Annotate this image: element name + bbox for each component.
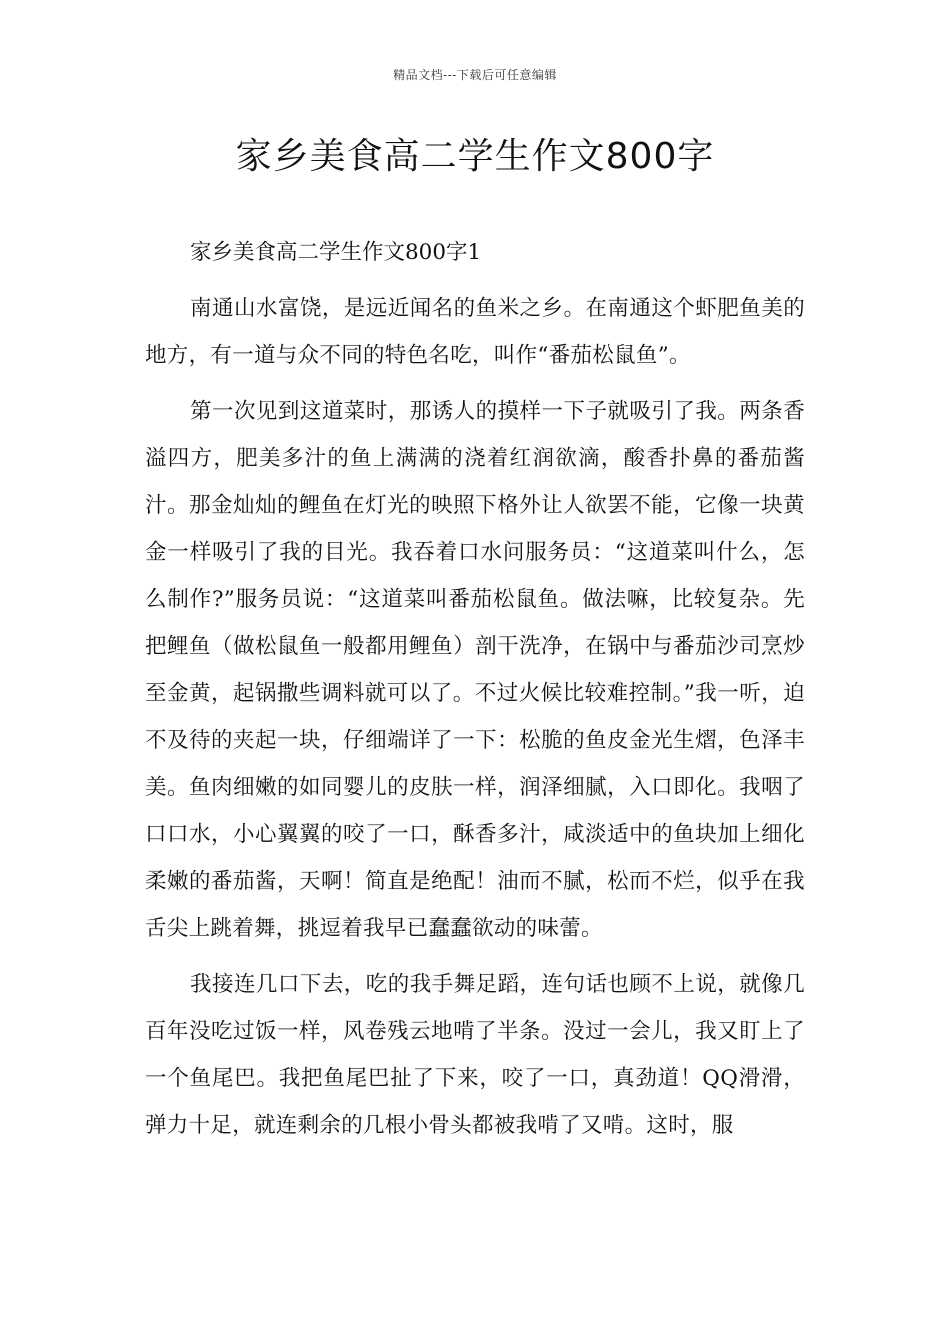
paragraph: 南通山水富饶，是远近闻名的鱼米之乡。在南通这个虾肥鱼美的地方，有一道与众不同的特色名吃，叫作“番茄松鼠鱼”。 — [145, 296, 805, 368]
essay-subtitle: 家乡美食高二学生作文800字1 — [190, 240, 482, 265]
paragraph: 我接连几口下去，吃的我手舞足蹈，连句话也顾不上说，就像几百年没吃过饭一样，风卷残云地啃了半条。没过一会儿，我又盯上了一个鱼尾巴。我把鱼尾巴扯了下来，咬了一口，真劲道！QQ滑滑，弹力十足，就连剩余的几根小骨头都被我啃了又啃。这时，服 — [145, 972, 805, 1138]
paragraph: 第一次见到这道菜时，那诱人的摸样一下子就吸引了我。两条香溢四方，肥美多汁的鱼上满满的浇着红润欲滴，酸香扑鼻的番茄酱汁。那金灿灿的鲤鱼在灯光的映照下格外让人欲罢不能，它像一块黄金一样吸引了我的目光。我吞着口水问服务员：“这道菜叫什么，怎么制作?”服务员说：“这道菜叫番茄松鼠鱼。做法嘛，比较复杂。先把鲤鱼（做松鼠鱼一般都用鲤鱼）剖干洗净，在锅中与番茄沙司烹炒至金黄，起锅撒些调料就可以了。不过火候比较难控制。”我一听，迫不及待的夹起一块，仔细端详了一下：松脆的鱼皮金光生熠，色泽丰美。鱼肉细嫩的如同婴儿的皮肤一样，润泽细腻，入口即化。我咽了口口水，小心翼翼的咬了一口，酥香多汁，咸淡适中的鱼块加上细化柔嫩的番茄酱，天啊！简直是绝配！油而不腻，松而不烂，似乎在我舌尖上跳着舞，挑逗着我早已蠢蠢欲动的味蕾。 — [145, 399, 805, 941]
header-note: 精品文档---下载后可任意编辑 — [393, 68, 557, 82]
document-body — [145, 229, 805, 1149]
document-title: 家乡美食高二学生作文800字 — [235, 136, 715, 177]
